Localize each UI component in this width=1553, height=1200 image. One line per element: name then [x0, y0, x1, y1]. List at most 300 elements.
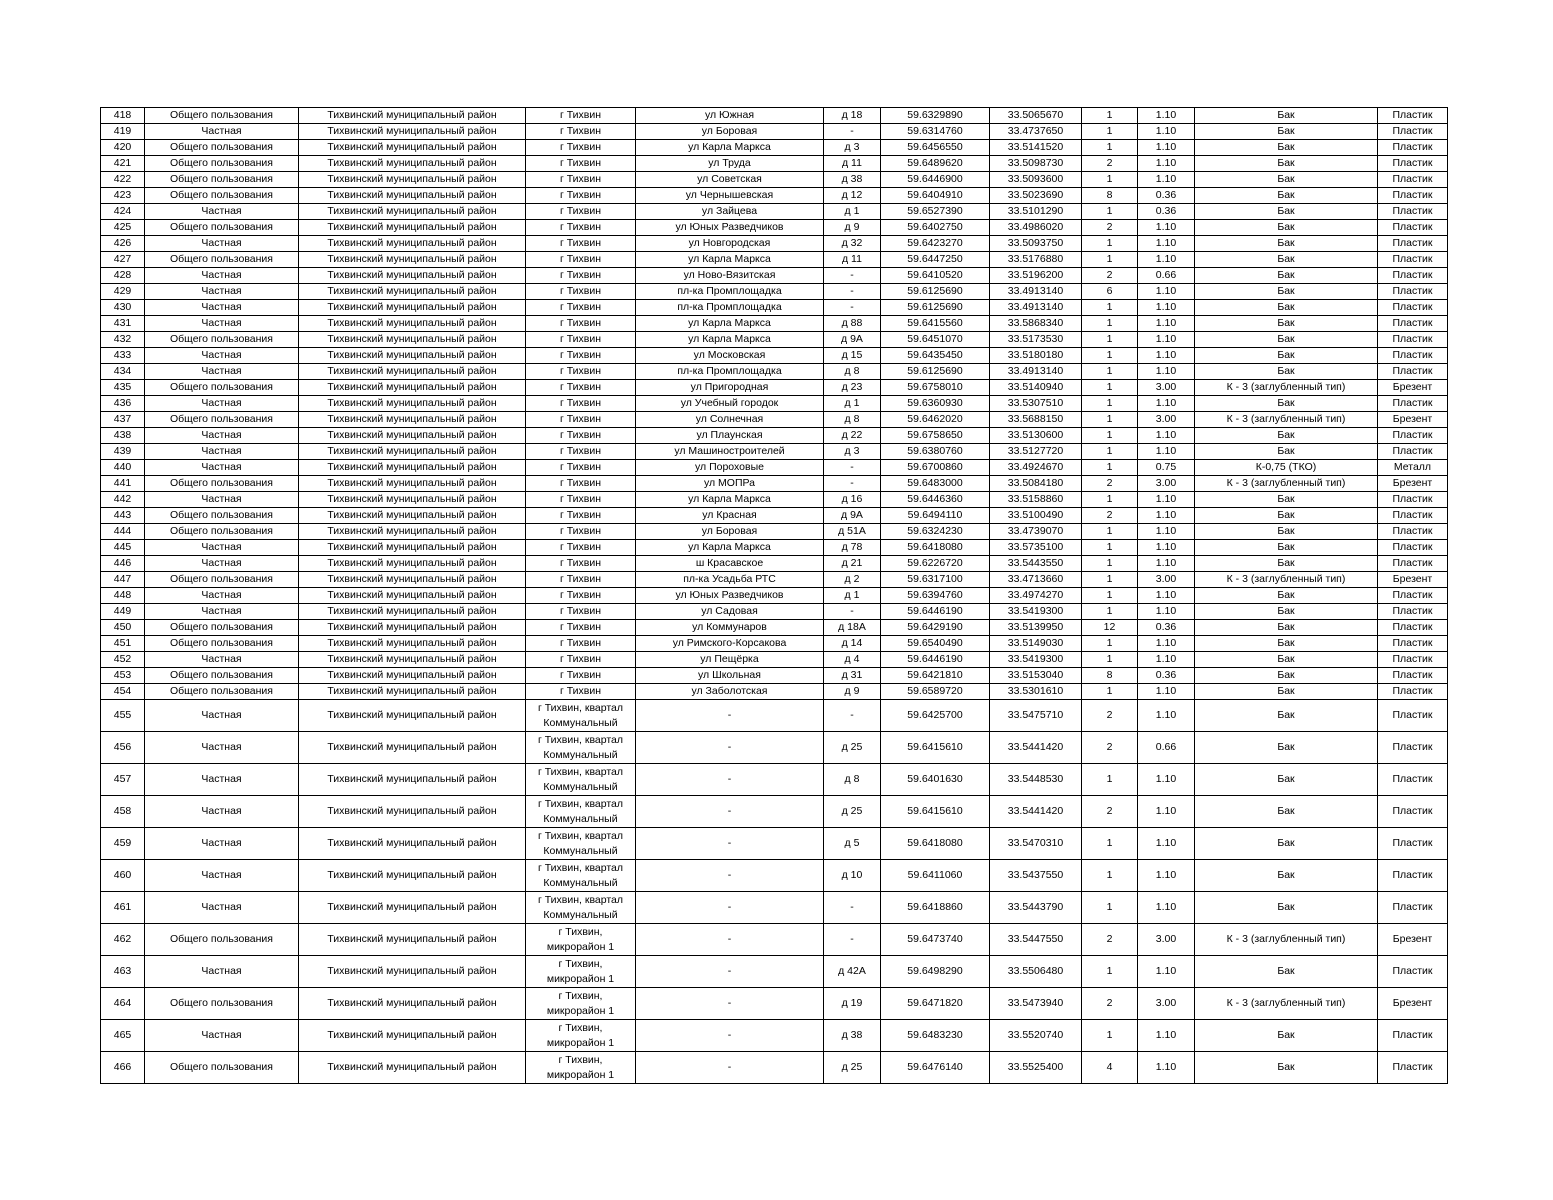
district-cell: Тихвинский муниципальный район — [299, 316, 526, 332]
material-cell: Пластик — [1378, 764, 1448, 796]
count-cell: 1 — [1082, 348, 1138, 364]
district-cell: Тихвинский муниципальный район — [299, 796, 526, 828]
district-cell: Тихвинский муниципальный район — [299, 892, 526, 924]
container-type-cell: Бак — [1195, 508, 1378, 524]
container-type-cell: Бак — [1195, 252, 1378, 268]
street-cell: ул Карла Маркса — [636, 316, 824, 332]
house-cell: - — [824, 300, 881, 316]
longitude-cell: 33.5127720 — [990, 444, 1082, 460]
longitude-cell: 33.5441420 — [990, 732, 1082, 764]
table-row — [101, 476, 1448, 492]
volume-cell: 1.10 — [1138, 316, 1195, 332]
ownership-cell: Частная — [145, 492, 299, 508]
count-cell: 1 — [1082, 236, 1138, 252]
volume-cell: 1.10 — [1138, 444, 1195, 460]
container-type-cell: Бак — [1195, 140, 1378, 156]
row-number-cell: 436 — [101, 396, 145, 412]
house-cell: д 3 — [824, 444, 881, 460]
latitude-cell: 59.6324230 — [881, 524, 990, 540]
district-cell: Тихвинский муниципальный район — [299, 1020, 526, 1052]
latitude-cell: 59.6476140 — [881, 1052, 990, 1084]
district-cell: Тихвинский муниципальный район — [299, 604, 526, 620]
street-cell: ул Школьная — [636, 668, 824, 684]
latitude-cell: 59.6411060 — [881, 860, 990, 892]
district-cell: Тихвинский муниципальный район — [299, 636, 526, 652]
district-cell: Тихвинский муниципальный район — [299, 860, 526, 892]
container-type-cell: К - 3 (заглубленный тип) — [1195, 412, 1378, 428]
table-row — [101, 428, 1448, 444]
count-cell: 12 — [1082, 620, 1138, 636]
house-cell: д 5 — [824, 828, 881, 860]
district-cell: Тихвинский муниципальный район — [299, 668, 526, 684]
street-cell: ул Московская — [636, 348, 824, 364]
house-cell: д 78 — [824, 540, 881, 556]
longitude-cell: 33.5101290 — [990, 204, 1082, 220]
count-cell: 2 — [1082, 220, 1138, 236]
material-cell: Брезент — [1378, 412, 1448, 428]
count-cell: 2 — [1082, 508, 1138, 524]
volume-cell: 1.10 — [1138, 524, 1195, 540]
longitude-cell: 33.5139950 — [990, 620, 1082, 636]
material-cell: Пластик — [1378, 684, 1448, 700]
house-cell: д 21 — [824, 556, 881, 572]
house-cell: д 15 — [824, 348, 881, 364]
longitude-cell: 33.5130600 — [990, 428, 1082, 444]
ownership-cell: Частная — [145, 428, 299, 444]
row-number-cell: 452 — [101, 652, 145, 668]
material-cell: Пластик — [1378, 668, 1448, 684]
table-row — [101, 860, 1448, 892]
locality-cell: г Тихвин, квартал Коммунальный — [526, 828, 636, 860]
material-cell: Пластик — [1378, 956, 1448, 988]
row-number-cell: 440 — [101, 460, 145, 476]
material-cell: Пластик — [1378, 108, 1448, 124]
material-cell: Пластик — [1378, 524, 1448, 540]
district-cell: Тихвинский муниципальный район — [299, 156, 526, 172]
row-number-cell: 430 — [101, 300, 145, 316]
locality-cell: г Тихвин — [526, 236, 636, 252]
material-cell: Пластик — [1378, 492, 1448, 508]
house-cell: д 11 — [824, 156, 881, 172]
street-cell: - — [636, 988, 824, 1020]
table-row — [101, 796, 1448, 828]
count-cell: 1 — [1082, 556, 1138, 572]
district-cell: Тихвинский муниципальный район — [299, 284, 526, 300]
latitude-cell: 59.6489620 — [881, 156, 990, 172]
district-cell: Тихвинский муниципальный район — [299, 828, 526, 860]
volume-cell: 1.10 — [1138, 236, 1195, 252]
material-cell: Брезент — [1378, 476, 1448, 492]
ownership-cell: Частная — [145, 556, 299, 572]
house-cell: д 8 — [824, 364, 881, 380]
latitude-cell: 59.6446190 — [881, 604, 990, 620]
district-cell: Тихвинский муниципальный район — [299, 540, 526, 556]
street-cell: ул Учебный городок — [636, 396, 824, 412]
district-cell: Тихвинский муниципальный район — [299, 476, 526, 492]
count-cell: 2 — [1082, 700, 1138, 732]
volume-cell: 1.10 — [1138, 1020, 1195, 1052]
volume-cell: 1.10 — [1138, 588, 1195, 604]
locality-cell: г Тихвин — [526, 316, 636, 332]
longitude-cell: 33.5470310 — [990, 828, 1082, 860]
material-cell: Брезент — [1378, 380, 1448, 396]
street-cell: ш Красавское — [636, 556, 824, 572]
table-row — [101, 620, 1448, 636]
table-row — [101, 332, 1448, 348]
latitude-cell: 59.6125690 — [881, 364, 990, 380]
ownership-cell: Частная — [145, 828, 299, 860]
street-cell: пл-ка Усадьба РТС — [636, 572, 824, 588]
ownership-cell: Частная — [145, 284, 299, 300]
district-cell: Тихвинский муниципальный район — [299, 956, 526, 988]
street-cell: ул Ново-Вязитская — [636, 268, 824, 284]
count-cell: 1 — [1082, 860, 1138, 892]
street-cell: ул Карла Маркса — [636, 252, 824, 268]
longitude-cell: 33.5301610 — [990, 684, 1082, 700]
ownership-cell: Общего пользования — [145, 508, 299, 524]
district-cell: Тихвинский муниципальный район — [299, 412, 526, 428]
row-number-cell: 444 — [101, 524, 145, 540]
ownership-cell: Частная — [145, 268, 299, 284]
container-type-cell: Бак — [1195, 124, 1378, 140]
table-row — [101, 204, 1448, 220]
locality-cell: г Тихвин, квартал Коммунальный — [526, 732, 636, 764]
house-cell: д 16 — [824, 492, 881, 508]
count-cell: 1 — [1082, 492, 1138, 508]
material-cell: Пластик — [1378, 332, 1448, 348]
material-cell: Пластик — [1378, 140, 1448, 156]
house-cell: д 1 — [824, 588, 881, 604]
locality-cell: г Тихвин — [526, 652, 636, 668]
volume-cell: 1.10 — [1138, 428, 1195, 444]
house-cell: д 9 — [824, 220, 881, 236]
row-number-cell: 418 — [101, 108, 145, 124]
container-sites-table — [100, 107, 1448, 1084]
table-row — [101, 108, 1448, 124]
locality-cell: г Тихвин — [526, 396, 636, 412]
row-number-cell: 465 — [101, 1020, 145, 1052]
table-row — [101, 460, 1448, 476]
table-row — [101, 140, 1448, 156]
row-number-cell: 462 — [101, 924, 145, 956]
house-cell: д 14 — [824, 636, 881, 652]
district-cell: Тихвинский муниципальный район — [299, 924, 526, 956]
volume-cell: 1.10 — [1138, 1052, 1195, 1084]
street-cell: - — [636, 796, 824, 828]
row-number-cell: 439 — [101, 444, 145, 460]
container-type-cell: Бак — [1195, 428, 1378, 444]
container-type-cell: Бак — [1195, 156, 1378, 172]
count-cell: 1 — [1082, 524, 1138, 540]
house-cell: д 51А — [824, 524, 881, 540]
longitude-cell: 33.5437550 — [990, 860, 1082, 892]
row-number-cell: 458 — [101, 796, 145, 828]
locality-cell: г Тихвин — [526, 284, 636, 300]
container-type-cell: Бак — [1195, 396, 1378, 412]
house-cell: д 8 — [824, 412, 881, 428]
ownership-cell: Частная — [145, 764, 299, 796]
material-cell: Пластик — [1378, 556, 1448, 572]
container-type-cell: Бак — [1195, 364, 1378, 380]
material-cell: Пластик — [1378, 428, 1448, 444]
longitude-cell: 33.5443550 — [990, 556, 1082, 572]
longitude-cell: 33.5475710 — [990, 700, 1082, 732]
house-cell: д 3 — [824, 140, 881, 156]
count-cell: 1 — [1082, 332, 1138, 348]
longitude-cell: 33.5443790 — [990, 892, 1082, 924]
table-row — [101, 828, 1448, 860]
table-row — [101, 508, 1448, 524]
latitude-cell: 59.6125690 — [881, 300, 990, 316]
volume-cell: 1.10 — [1138, 364, 1195, 380]
locality-cell: г Тихвин, квартал Коммунальный — [526, 860, 636, 892]
volume-cell: 1.10 — [1138, 892, 1195, 924]
longitude-cell: 33.5868340 — [990, 316, 1082, 332]
locality-cell: г Тихвин — [526, 588, 636, 604]
ownership-cell: Частная — [145, 588, 299, 604]
latitude-cell: 59.6402750 — [881, 220, 990, 236]
volume-cell: 1.10 — [1138, 220, 1195, 236]
count-cell: 1 — [1082, 380, 1138, 396]
volume-cell: 1.10 — [1138, 604, 1195, 620]
container-type-cell: Бак — [1195, 204, 1378, 220]
longitude-cell: 33.4913140 — [990, 300, 1082, 316]
street-cell: ул Пещёрка — [636, 652, 824, 668]
volume-cell: 1.10 — [1138, 828, 1195, 860]
ownership-cell: Частная — [145, 316, 299, 332]
longitude-cell: 33.5419300 — [990, 604, 1082, 620]
longitude-cell: 33.5448530 — [990, 764, 1082, 796]
locality-cell: г Тихвин — [526, 636, 636, 652]
latitude-cell: 59.6418860 — [881, 892, 990, 924]
material-cell: Пластик — [1378, 124, 1448, 140]
count-cell: 1 — [1082, 444, 1138, 460]
street-cell: ул Садовая — [636, 604, 824, 620]
street-cell: ул Плаунская — [636, 428, 824, 444]
house-cell: д 18 — [824, 108, 881, 124]
volume-cell: 0.36 — [1138, 620, 1195, 636]
latitude-cell: 59.6540490 — [881, 636, 990, 652]
count-cell: 4 — [1082, 1052, 1138, 1084]
container-type-cell: Бак — [1195, 1020, 1378, 1052]
locality-cell: г Тихвин — [526, 460, 636, 476]
volume-cell: 1.10 — [1138, 156, 1195, 172]
house-cell: д 4 — [824, 652, 881, 668]
material-cell: Пластик — [1378, 636, 1448, 652]
longitude-cell: 33.5093750 — [990, 236, 1082, 252]
longitude-cell: 33.4986020 — [990, 220, 1082, 236]
house-cell: д 22 — [824, 428, 881, 444]
table-row — [101, 924, 1448, 956]
street-cell: ул Боровая — [636, 524, 824, 540]
container-type-cell: Бак — [1195, 444, 1378, 460]
latitude-cell: 59.6418080 — [881, 540, 990, 556]
latitude-cell: 59.6410520 — [881, 268, 990, 284]
street-cell: ул Коммунаров — [636, 620, 824, 636]
longitude-cell: 33.5196200 — [990, 268, 1082, 284]
latitude-cell: 59.6415560 — [881, 316, 990, 332]
latitude-cell: 59.6404910 — [881, 188, 990, 204]
container-type-cell: Бак — [1195, 620, 1378, 636]
street-cell: - — [636, 924, 824, 956]
street-cell: - — [636, 1020, 824, 1052]
count-cell: 2 — [1082, 924, 1138, 956]
locality-cell: г Тихвин, квартал Коммунальный — [526, 764, 636, 796]
longitude-cell: 33.5473940 — [990, 988, 1082, 1020]
table-row — [101, 636, 1448, 652]
material-cell: Пластик — [1378, 828, 1448, 860]
longitude-cell: 33.5084180 — [990, 476, 1082, 492]
street-cell: - — [636, 1052, 824, 1084]
street-cell: ул Юных Разведчиков — [636, 588, 824, 604]
row-number-cell: 463 — [101, 956, 145, 988]
district-cell: Тихвинский муниципальный район — [299, 732, 526, 764]
ownership-cell: Частная — [145, 796, 299, 828]
street-cell: ул Боровая — [636, 124, 824, 140]
longitude-cell: 33.4737650 — [990, 124, 1082, 140]
ownership-cell: Общего пользования — [145, 684, 299, 700]
longitude-cell: 33.5735100 — [990, 540, 1082, 556]
row-number-cell: 442 — [101, 492, 145, 508]
street-cell: ул Южная — [636, 108, 824, 124]
locality-cell: г Тихвин — [526, 268, 636, 284]
count-cell: 1 — [1082, 540, 1138, 556]
material-cell: Пластик — [1378, 172, 1448, 188]
street-cell: - — [636, 764, 824, 796]
volume-cell: 3.00 — [1138, 988, 1195, 1020]
volume-cell: 1.10 — [1138, 348, 1195, 364]
district-cell: Тихвинский муниципальный район — [299, 332, 526, 348]
locality-cell: г Тихвин — [526, 620, 636, 636]
house-cell: д 8 — [824, 764, 881, 796]
table-row — [101, 220, 1448, 236]
material-cell: Пластик — [1378, 652, 1448, 668]
street-cell: ул Римского-Корсакова — [636, 636, 824, 652]
locality-cell: г Тихвин — [526, 668, 636, 684]
container-type-cell: Бак — [1195, 524, 1378, 540]
latitude-cell: 59.6498290 — [881, 956, 990, 988]
table-row — [101, 652, 1448, 668]
district-cell: Тихвинский муниципальный район — [299, 428, 526, 444]
district-cell: Тихвинский муниципальный район — [299, 252, 526, 268]
material-cell: Брезент — [1378, 988, 1448, 1020]
row-number-cell: 446 — [101, 556, 145, 572]
ownership-cell: Общего пользования — [145, 172, 299, 188]
ownership-cell: Общего пользования — [145, 524, 299, 540]
longitude-cell: 33.5688150 — [990, 412, 1082, 428]
district-cell: Тихвинский муниципальный район — [299, 188, 526, 204]
locality-cell: г Тихвин — [526, 364, 636, 380]
container-type-cell: Бак — [1195, 108, 1378, 124]
locality-cell: г Тихвин — [526, 204, 636, 220]
row-number-cell: 466 — [101, 1052, 145, 1084]
locality-cell: г Тихвин — [526, 428, 636, 444]
house-cell: д 25 — [824, 732, 881, 764]
latitude-cell: 59.6700860 — [881, 460, 990, 476]
ownership-cell: Общего пользования — [145, 332, 299, 348]
volume-cell: 1.10 — [1138, 636, 1195, 652]
ownership-cell: Общего пользования — [145, 412, 299, 428]
table-row — [101, 540, 1448, 556]
street-cell: ул Пригородная — [636, 380, 824, 396]
house-cell: д 32 — [824, 236, 881, 252]
table-row — [101, 124, 1448, 140]
district-cell: Тихвинский муниципальный район — [299, 364, 526, 380]
latitude-cell: 59.6758650 — [881, 428, 990, 444]
locality-cell: г Тихвин — [526, 348, 636, 364]
row-number-cell: 429 — [101, 284, 145, 300]
locality-cell: г Тихвин — [526, 556, 636, 572]
table-row — [101, 396, 1448, 412]
latitude-cell: 59.6483000 — [881, 476, 990, 492]
table-row — [101, 364, 1448, 380]
ownership-cell: Общего пользования — [145, 108, 299, 124]
container-type-cell: Бак — [1195, 348, 1378, 364]
container-type-cell: Бак — [1195, 300, 1378, 316]
longitude-cell: 33.5419300 — [990, 652, 1082, 668]
street-cell: ул Карла Маркса — [636, 332, 824, 348]
container-type-cell: К - 3 (заглубленный тип) — [1195, 476, 1378, 492]
table-row — [101, 188, 1448, 204]
table-row — [101, 444, 1448, 460]
row-number-cell: 447 — [101, 572, 145, 588]
count-cell: 1 — [1082, 1020, 1138, 1052]
district-cell: Тихвинский муниципальный район — [299, 204, 526, 220]
count-cell: 6 — [1082, 284, 1138, 300]
district-cell: Тихвинский муниципальный район — [299, 620, 526, 636]
latitude-cell: 59.6462020 — [881, 412, 990, 428]
house-cell: д 38 — [824, 1020, 881, 1052]
latitude-cell: 59.6380760 — [881, 444, 990, 460]
count-cell: 1 — [1082, 956, 1138, 988]
street-cell: пл-ка Промплощадка — [636, 284, 824, 300]
count-cell: 1 — [1082, 300, 1138, 316]
table-row — [101, 1052, 1448, 1084]
ownership-cell: Общего пользования — [145, 188, 299, 204]
ownership-cell: Частная — [145, 236, 299, 252]
container-type-cell: К - 3 (заглубленный тип) — [1195, 924, 1378, 956]
locality-cell: г Тихвин — [526, 220, 636, 236]
locality-cell: г Тихвин — [526, 412, 636, 428]
street-cell: ул МОПРа — [636, 476, 824, 492]
district-cell: Тихвинский муниципальный район — [299, 572, 526, 588]
table-row — [101, 316, 1448, 332]
house-cell: д 42А — [824, 956, 881, 988]
ownership-cell: Общего пользования — [145, 252, 299, 268]
street-cell: ул Карла Маркса — [636, 540, 824, 556]
material-cell: Пластик — [1378, 796, 1448, 828]
latitude-cell: 59.6589720 — [881, 684, 990, 700]
longitude-cell: 33.5173530 — [990, 332, 1082, 348]
ownership-cell: Общего пользования — [145, 668, 299, 684]
ownership-cell: Частная — [145, 444, 299, 460]
house-cell: д 25 — [824, 1052, 881, 1084]
material-cell: Пластик — [1378, 220, 1448, 236]
row-number-cell: 457 — [101, 764, 145, 796]
volume-cell: 1.10 — [1138, 956, 1195, 988]
table-row — [101, 492, 1448, 508]
latitude-cell: 59.6125690 — [881, 284, 990, 300]
volume-cell: 1.10 — [1138, 796, 1195, 828]
volume-cell: 1.10 — [1138, 652, 1195, 668]
volume-cell: 0.66 — [1138, 732, 1195, 764]
table-row — [101, 252, 1448, 268]
count-cell: 1 — [1082, 588, 1138, 604]
street-cell: ул Зайцева — [636, 204, 824, 220]
volume-cell: 1.10 — [1138, 284, 1195, 300]
latitude-cell: 59.6494110 — [881, 508, 990, 524]
longitude-cell: 33.5140940 — [990, 380, 1082, 396]
